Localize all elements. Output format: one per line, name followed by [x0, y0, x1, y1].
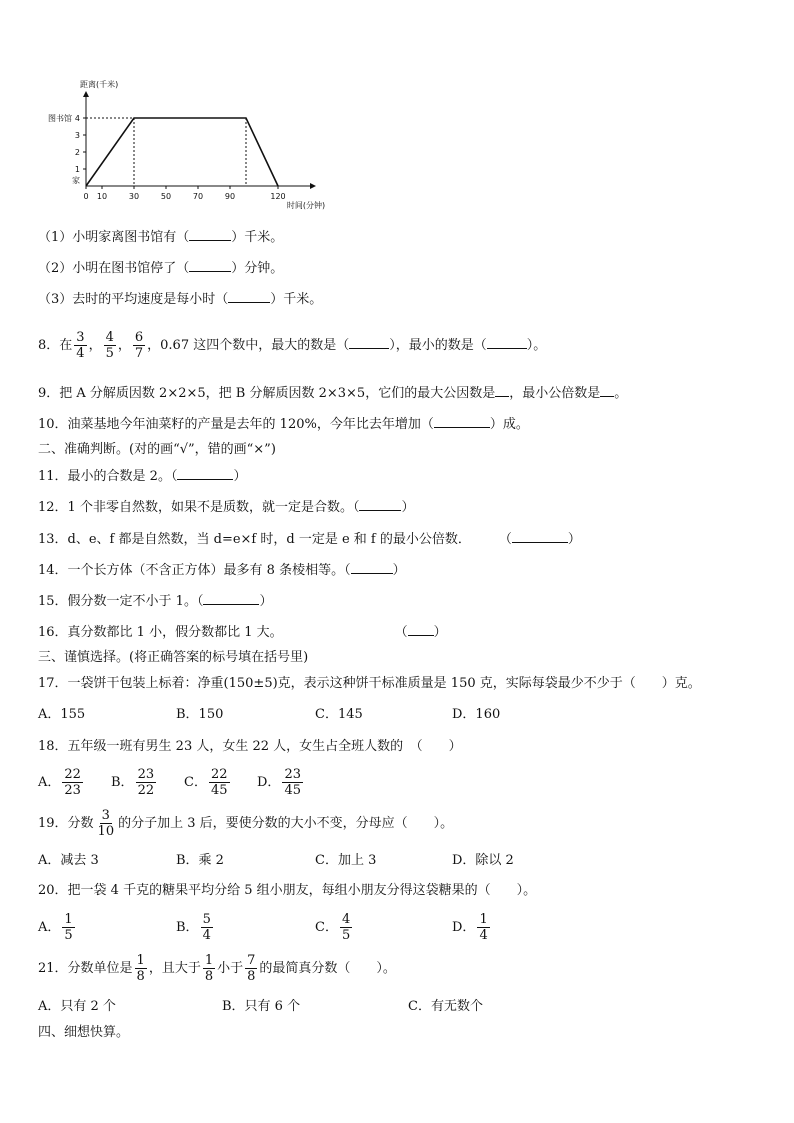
q7-2-blank[interactable] — [189, 259, 231, 272]
x-tick-label: 10 — [96, 192, 108, 201]
question-17-stem: 17．一袋饼干包装上标着：净重(150±5)克，表示这种饼干标准质量是 150 克，实际每袋最少不少于（ ）克。 — [38, 676, 701, 691]
q20-option-c[interactable]: C． $\frac{4}{5}$ — [315, 912, 351, 943]
q17-option-d[interactable]: D．160 — [452, 707, 501, 722]
q19-option-b[interactable]: B．乘 2 — [176, 853, 224, 868]
q18-option-c[interactable]: C． $\frac{22}{45}$ — [184, 767, 228, 798]
question-19-stem: 19．分数 $\frac{3}{10}$ 的分子加上 3 后，要使分数的大小不变，分母应（ ）。 — [38, 808, 454, 839]
q12-blank[interactable] — [359, 498, 401, 511]
y-top-label: 图书馆 — [48, 114, 72, 123]
fraction-3-4: $\frac{3}{4}$ — [76, 330, 85, 361]
y-tick-label: 3 — [74, 131, 80, 140]
q8-min-blank[interactable] — [487, 336, 527, 349]
q14-blank[interactable] — [351, 561, 393, 574]
q7-sub2: （2）小明在图书馆停了（ ）分钟。 — [38, 261, 284, 276]
x-tick-label: 30 — [128, 192, 140, 201]
q13-blank[interactable] — [512, 530, 568, 543]
question-8: 8．在 $\frac{3}{4}$ ， $\frac{4}{5}$ ， $\frac{6}{7}$ ，0.67 这四个数中，最大的数是（ ），最小的数是（ ）。 — [38, 330, 547, 361]
x-tick-label: 50 — [160, 192, 172, 201]
q7-1-blank[interactable] — [189, 228, 231, 241]
question-9: 9．把 A 分解质因数 2×2×5，把 B 分解质因数 2×3×5，它们的最大公因数是 ，最小公倍数是 。 — [38, 386, 628, 401]
q16-blank[interactable] — [408, 623, 434, 636]
question-21-stem: 21．分数单位是 $\frac{1}{8}$ ，且大于 $\frac{1}{8}$ 小于 $\frac{7}{8}$ 的最简真分数（ ）。 — [38, 953, 396, 984]
q18-option-b[interactable]: B． $\frac{23}{22}$ — [111, 767, 155, 798]
q21-option-c[interactable]: C．有无数个 — [408, 999, 483, 1014]
q17-option-b[interactable]: B．150 — [176, 707, 224, 722]
q7-3-blank[interactable] — [228, 290, 270, 303]
x-tick-label: 120 — [270, 192, 286, 201]
q7-sub1: （1）小明家离图书馆有（ ）千米。 — [38, 230, 284, 245]
question-18-stem: 18．五年级一班有男生 23 人，女生 22 人，女生占全班人数的 （ ） — [38, 739, 462, 754]
fraction-6-7: $\frac{6}{7}$ — [134, 330, 144, 361]
question-15: 15．假分数一定不小于 1。（ ） — [38, 594, 273, 609]
q21-option-a[interactable]: A．只有 2 个 — [38, 999, 116, 1014]
q18-option-a[interactable]: A． $\frac{22}{23}$ — [38, 767, 81, 798]
question-12: 12．1 个非零自然数，如果不是质数，就一定是合数。（ ） — [38, 500, 415, 515]
q21-option-b[interactable]: B．只有 6 个 — [222, 999, 301, 1014]
section-3-heading: 三、谨慎选择。(将正确答案的标号填在括号里) — [38, 650, 309, 665]
q9-lcm-blank[interactable] — [600, 384, 614, 397]
q9-gcd-blank[interactable] — [495, 384, 509, 397]
q10-blank[interactable] — [434, 415, 490, 428]
q17-option-c[interactable]: C．145 — [315, 707, 363, 722]
q19-option-c[interactable]: C．加上 3 — [315, 853, 377, 868]
x-tick-label: 0 — [83, 192, 89, 201]
q8-max-blank[interactable] — [349, 336, 389, 349]
y-axis-title: 距离(千米) — [80, 80, 119, 89]
q19-option-d[interactable]: D．除以 2 — [452, 853, 514, 868]
q7-sub3: （3）去时的平均速度是每小时（ ）千米。 — [38, 292, 323, 307]
fraction-4-5: $\frac{4}{5}$ — [105, 330, 114, 361]
y-tick-label: 1 — [74, 165, 80, 174]
distance-series-line — [86, 118, 278, 186]
y-tick-label: 4 — [74, 114, 80, 123]
x-axis-arrow — [310, 183, 316, 189]
y-zero-label: 家 — [72, 176, 80, 185]
y-axis-arrow — [83, 91, 89, 97]
x-tick-label: 90 — [224, 192, 236, 201]
x-tick-label: 70 — [192, 192, 204, 201]
section-4-heading: 四、细想快算。 — [38, 1025, 130, 1040]
question-13: 13．d、e、f 都是自然数，当 d=e×f 时，d 一定是 e 和 f 的最小公倍数． （ ） — [38, 532, 581, 547]
q19-option-a[interactable]: A．减去 3 — [38, 853, 99, 868]
question-20-stem: 20．把一袋 4 千克的糖果平均分给 5 组小朋友，每组小朋友分得这袋糖果的（ ）。 — [38, 883, 537, 898]
q20-option-a[interactable]: A． $\frac{1}{5}$ — [38, 912, 73, 943]
q20-option-b[interactable]: B． $\frac{5}{4}$ — [176, 912, 211, 943]
question-10: 10．油菜基地今年油菜籽的产量是去年的 120%，今年比去年增加（ ）成。 — [38, 417, 529, 432]
q15-blank[interactable] — [203, 592, 259, 605]
q11-blank[interactable] — [177, 467, 233, 480]
distance-time-chart — [40, 78, 340, 218]
q20-option-d[interactable]: D． $\frac{1}{4}$ — [452, 912, 488, 943]
section-2-heading: 二、准确判断。(对的画“√”，错的画“×”) — [38, 442, 276, 457]
y-tick-label: 2 — [74, 148, 80, 157]
q18-option-d[interactable]: D． $\frac{23}{45}$ — [257, 767, 301, 798]
question-11: 11．最小的合数是 2。（ ） — [38, 469, 247, 484]
x-axis-title: 时间(分钟) — [286, 201, 326, 210]
fraction-3-10: $\frac{3}{10}$ — [97, 808, 115, 839]
question-14: 14．一个长方体（不含正方体）最多有 8 条棱相等。（ ） — [38, 563, 406, 578]
question-16: 16．真分数都比 1 小，假分数都比 1 大。 （ ） — [38, 625, 447, 640]
q17-option-a[interactable]: A．155 — [38, 707, 86, 722]
